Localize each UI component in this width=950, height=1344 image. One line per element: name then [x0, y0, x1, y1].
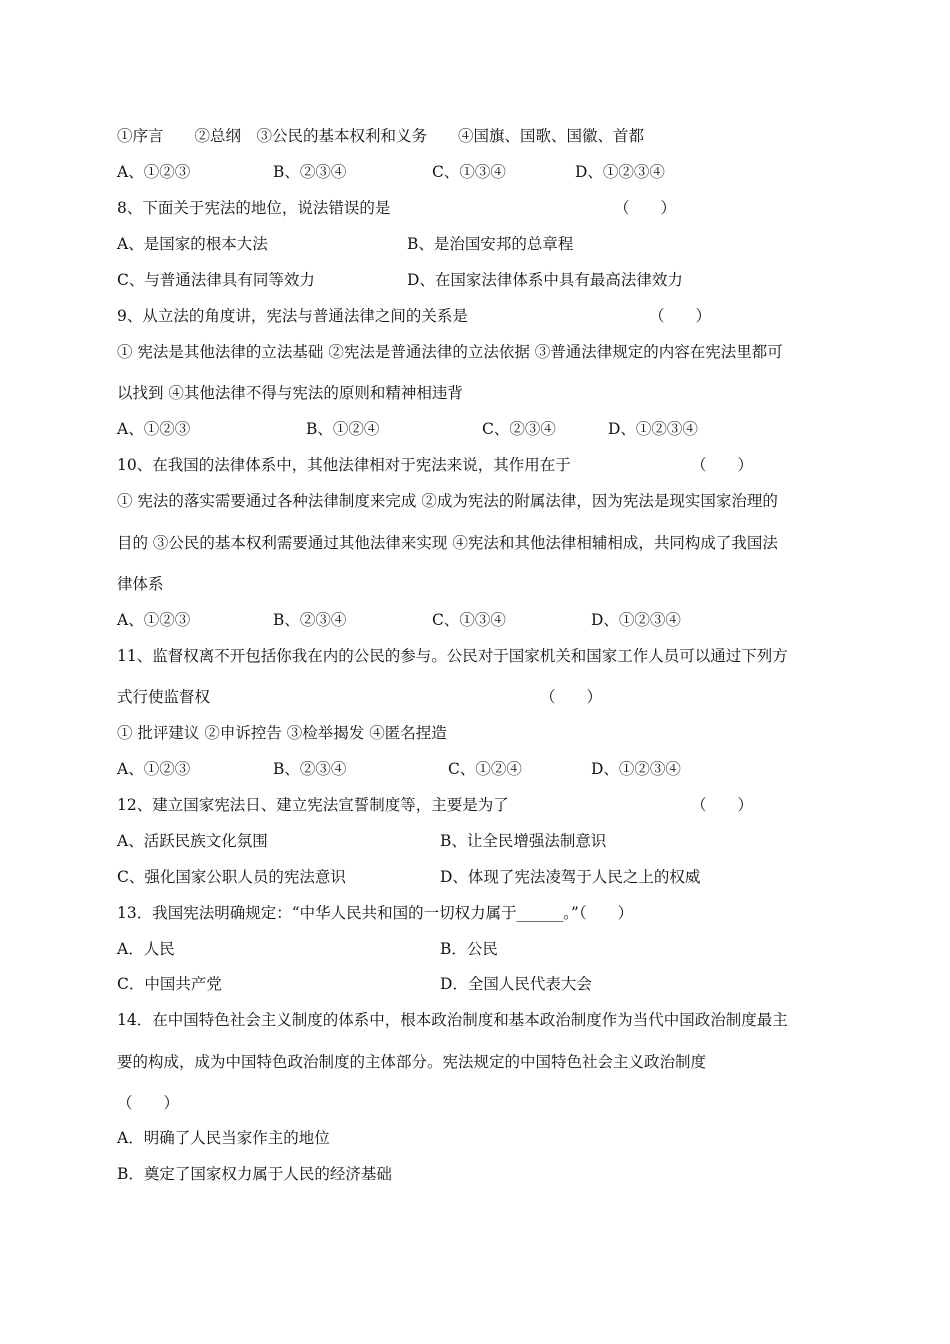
- q12-option-c: C、强化国家公职人员的宪法意识: [117, 868, 346, 886]
- q8-option-b: B、是治国安邦的总章程: [407, 235, 574, 253]
- q9-option-b: B、①②④: [306, 420, 380, 438]
- q13-option-a: A．人民: [117, 940, 175, 958]
- q11-option-a: A、①②③: [117, 760, 191, 778]
- q12-option-b: B、让全民增强法制意识: [440, 832, 607, 850]
- q10-option-d: D、①②③④: [591, 611, 681, 629]
- q8-answer-paren: （ ）: [614, 199, 677, 217]
- q10-answer-paren: （ ）: [691, 456, 754, 474]
- q7-option-b: B、②③④: [273, 163, 347, 181]
- q11-option-c: C、①②④: [448, 760, 522, 778]
- q10-items-line2: 目的 ③公民的基本权利需要通过其他法律来实现 ④宪法和其他法律相辅相成，共同构成了我国法: [117, 534, 778, 552]
- q14-stem-line2: 要的构成，成为中国特色政治制度的主体部分。宪法规定的中国特色社会主义政治制度: [117, 1053, 707, 1071]
- q10-stem: 10、在我国的法律体系中，其他法律相对于宪法来说，其作用在于: [117, 456, 571, 474]
- q11-answer-paren: （ ）: [540, 688, 603, 706]
- q9-answer-paren: （ ）: [649, 307, 712, 325]
- q9-items-line1: ① 宪法是其他法律的立法基础 ②宪法是普通法律的立法依据 ③普通法律规定的内容在宪法里都可: [117, 343, 783, 361]
- q12-option-d: D、体现了宪法凌驾于人民之上的权威: [440, 868, 701, 886]
- q13-option-d: D．全国人民代表大会: [440, 975, 592, 993]
- q11-items: ① 批评建议 ②申诉控告 ③检举揭发 ④匿名捏造: [117, 724, 447, 742]
- q7-option-c: C、①③④: [432, 163, 506, 181]
- q11-option-d: D、①②③④: [591, 760, 681, 778]
- q14-option-b: B．奠定了国家权力属于人民的经济基础: [117, 1165, 392, 1183]
- q8-option-a: A、是国家的根本大法: [117, 235, 268, 253]
- q8-option-c: C、与普通法律具有同等效力: [117, 271, 315, 289]
- q9-option-d: D、①②③④: [608, 420, 698, 438]
- q10-option-b: B、②③④: [273, 611, 347, 629]
- q7-option-a: A、①②③: [117, 163, 191, 181]
- q14-answer-paren: （ ）: [117, 1094, 180, 1112]
- q11-stem-line1: 11、监督权离不开包括你我在内的公民的参与。公民对于国家机关和国家工作人员可以通过下列方: [117, 647, 788, 665]
- q13-option-b: B．公民: [440, 940, 498, 958]
- q10-option-c: C、①③④: [432, 611, 506, 629]
- q11-stem-line2: 式行使监督权: [117, 688, 211, 706]
- q7-option-d: D、①②③④: [575, 163, 665, 181]
- q12-option-a: A、活跃民族文化氛围: [117, 832, 268, 850]
- q14-stem-line1: 14．在中国特色社会主义制度的体系中，根本政治制度和基本政治制度作为当代中国政治制度最主: [117, 1011, 788, 1029]
- q13-stem: 13．我国宪法明确规定：“中华人民共和国的一切权力属于______。”（ ）: [117, 904, 634, 922]
- q10-option-a: A、①②③: [117, 611, 191, 629]
- q9-stem: 9、从立法的角度讲，宪法与普通法律之间的关系是: [117, 307, 468, 325]
- q8-stem: 8、下面关于宪法的地位，说法错误的是: [117, 199, 391, 217]
- q13-option-c: C．中国共产党: [117, 975, 222, 993]
- q8-option-d: D、在国家法律体系中具有最高法律效力: [407, 271, 683, 289]
- q10-items-line3: 律体系: [117, 575, 164, 593]
- q9-option-a: A、①②③: [117, 420, 191, 438]
- q9-option-c: C、②③④: [482, 420, 556, 438]
- q12-answer-paren: （ ）: [691, 796, 754, 814]
- q11-option-b: B、②③④: [273, 760, 347, 778]
- q9-items-line2: 以找到 ④其他法律不得与宪法的原则和精神相违背: [117, 384, 463, 402]
- q14-option-a: A．明确了人民当家作主的地位: [117, 1129, 330, 1147]
- q10-items-line1: ① 宪法的落实需要通过各种法律制度来完成 ②成为宪法的附属法律，因为宪法是现实国家治理的: [117, 492, 778, 510]
- q7-items: ①序言 ②总纲 ③公民的基本权利和义务 ④国旗、国歌、国徽、首都: [117, 127, 645, 145]
- q12-stem: 12、建立国家宪法日、建立宪法宣誓制度等，主要是为了: [117, 796, 509, 814]
